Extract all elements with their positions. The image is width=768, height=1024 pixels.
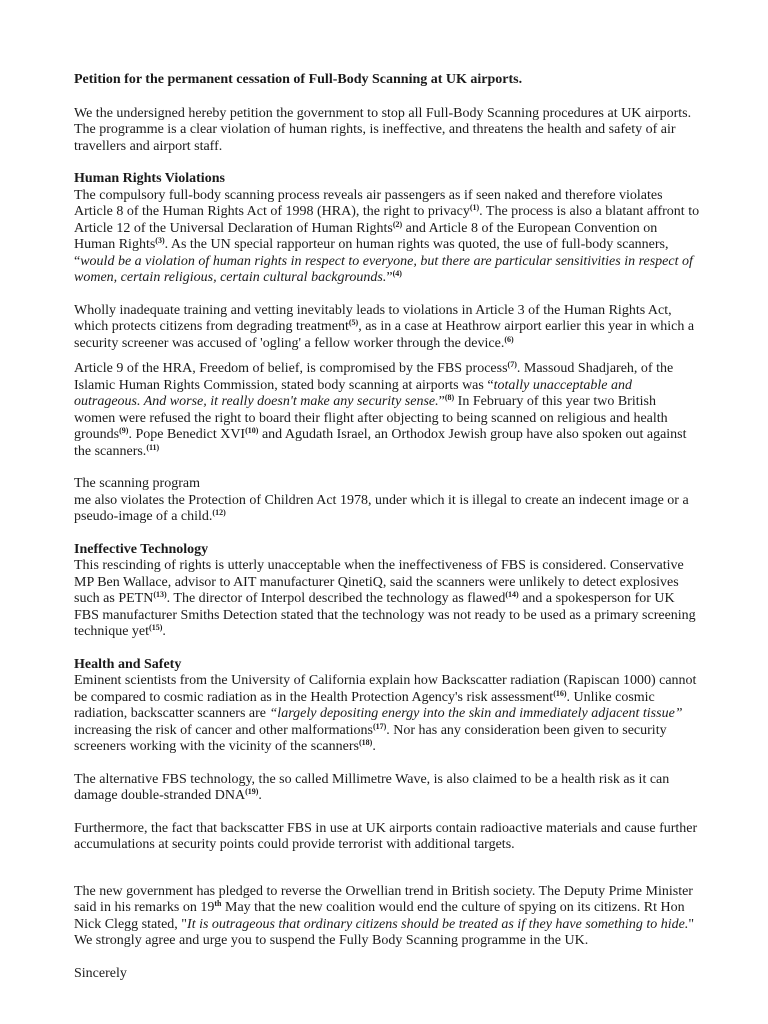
quote-shadjareh: totally unacceptable and outrageous. And worse, it really doesn't make any security sense. bbox=[74, 377, 632, 409]
text-run: . The director of Interpol described the technology as flawed bbox=[166, 591, 506, 606]
footnote-ref: (10) bbox=[245, 426, 259, 435]
text-run: . Unlike cosmic radiation, backscatter scanners are bbox=[74, 689, 655, 721]
text-run: and a spokesperson for UK FBS manufacturer Smiths Detection stated that the technology was not ready to be used as a primary screening technique yet bbox=[74, 591, 696, 639]
petition-document bbox=[74, 72, 700, 982]
text-run: . Pope Benedict XVI bbox=[128, 427, 246, 442]
text-run: increasing the risk of cancer and other malformations bbox=[74, 722, 373, 738]
document-title: Petition for the permanent cessation of Full-Body Scanning at UK airports. bbox=[74, 72, 523, 87]
health-safety-paragraph-2 bbox=[74, 772, 700, 805]
footnote-ref: (3) bbox=[155, 236, 165, 245]
text-run: In February of this year two British women were refused the right to board their flight after objecting to being scanned on religious and health grounds bbox=[74, 394, 668, 442]
text-run: . The process is also a blatant affront to Article 12 of the Universal Declaration of Human Rights bbox=[74, 204, 700, 236]
text-run: Eminent scientists from the University of California explain how Backscatter radiation (Rapiscan 1000) cannot be compared to cosmic radiation as in the Health Protection Agency's risk assessment bbox=[74, 673, 697, 705]
text-run: " We strongly agree and urge you to suspend the Fully Body Scanning programme in the UK. bbox=[74, 916, 695, 948]
footnote-ref: (12) bbox=[212, 508, 226, 517]
quote-clegg: It is outrageous that ordinary citizens should be treated as if they have something to hide. bbox=[187, 916, 689, 932]
human-rights-paragraph-1 bbox=[74, 188, 700, 287]
text-run: . bbox=[258, 788, 262, 803]
text-run: and Agudath Israel, an Orthodox Jewish group have also spoken out against the scanners. bbox=[74, 427, 687, 459]
footnote-ref: (7) bbox=[507, 360, 517, 369]
footnote-ref: (6) bbox=[504, 334, 514, 344]
ineffective-technology-paragraph bbox=[74, 558, 700, 641]
footnote-ref: (17) bbox=[372, 721, 387, 731]
text-run: ” bbox=[386, 270, 393, 285]
section-heading-health-safety: Health and Safety bbox=[74, 656, 182, 672]
text-run: ” bbox=[438, 394, 445, 409]
signoff: Sincerely bbox=[74, 965, 127, 981]
closing-paragraph bbox=[74, 884, 700, 950]
text-run: . Nor has any consideration been given to security screeners working with the vicinity of the scanners bbox=[74, 722, 667, 754]
footnote-ref: (9) bbox=[119, 426, 129, 435]
footnote-ref: (16) bbox=[553, 688, 567, 698]
text-run: The compulsory full-body scanning process reveals air passengers as if seen naked and therefore violates Article 8 of the Human Rights Act of 1998 (HRA), the right to privacy bbox=[74, 187, 663, 219]
footnote-ref: (1) bbox=[469, 203, 480, 212]
quote-un-rapporteur: would be a violation of human rights in respect to everyone, but there are particular sensitivities in respect of women, certain religious, certain cultural backgrounds. bbox=[74, 253, 693, 285]
section-heading-ineffective-technology: Ineffective Technology bbox=[74, 541, 209, 557]
footnote-ref: (15) bbox=[149, 623, 163, 632]
text-run: . As the UN special rapporteur on human rights was quoted, the use of full-body scanners, “ bbox=[74, 237, 669, 269]
section-heading-human-rights: Human Rights Violations bbox=[74, 171, 225, 186]
footnote-ref: (8) bbox=[444, 393, 455, 402]
quote-backscatter: “largely depositing energy into the skin and immediately adjacent tissue” bbox=[269, 706, 683, 721]
text-run: . bbox=[162, 624, 166, 639]
text-run: me also violates the Protection of Children Act 1978, under which it is illegal to create an indecent image or a pseudo-image of a child. bbox=[74, 492, 689, 524]
text-run: , as in a case at Heathrow airport earlier this year in which a security screener was accused of 'ogling' a fellow worker through the device. bbox=[74, 319, 695, 351]
text-run: . Massoud Shadjareh, of the Islamic Human Rights Commission, stated body scanning at airports was “ bbox=[74, 361, 674, 393]
footnote-ref: (18) bbox=[358, 738, 373, 747]
text-run: May that the new coalition would end the culture of spying on its citizens. Rt Hon Nick Clegg stated, " bbox=[74, 900, 685, 932]
intro-paragraph bbox=[74, 106, 700, 156]
footnote-ref: (2) bbox=[392, 219, 403, 229]
text-run: Wholly inadequate training and vetting inevitably leads to violations in Article 3 of the Human Rights Act, which protects citizens from degrading treatment bbox=[74, 302, 672, 334]
text-run: This rescinding of rights is utterly unacceptable when the ineffectiveness of FBS is considered. Conservative MP Ben Wallace, advisor to AIT manufacturer QinetiQ, said the scanners were unlikely to detect explosives such as PETN bbox=[74, 558, 684, 606]
human-rights-paragraph-3 bbox=[74, 361, 700, 460]
text-run: Article 9 of the HRA, Freedom of belief, is compromised by the FBS process bbox=[74, 361, 508, 376]
ordinal-suffix: th bbox=[214, 899, 222, 908]
health-safety-paragraph-1 bbox=[74, 673, 700, 756]
human-rights-paragraph-2 bbox=[74, 303, 700, 353]
text-run: The scanning program bbox=[74, 476, 200, 491]
text-run: The new government has pledged to reverse the Orwellian trend in British society. The Deputy Prime Minister said in his remarks on 19 bbox=[74, 883, 693, 915]
health-safety-paragraph-3: Furthermore, the fact that backscatter FBS in use at UK airports contain radioactive materials and cause further accumulations at security points could provide terrorist with additional targets. bbox=[74, 820, 698, 852]
text-run: and Article 8 of the European Convention on Human Rights bbox=[74, 220, 658, 252]
footnote-ref: (5) bbox=[348, 318, 359, 327]
footnote-ref: (13) bbox=[153, 590, 167, 599]
human-rights-paragraph-4 bbox=[74, 476, 700, 526]
text-run: The alternative FBS technology, the so called Millimetre Wave, is also claimed to be a health risk as it can damage double-stranded DNA bbox=[74, 771, 670, 803]
footnote-ref: (4) bbox=[392, 269, 402, 278]
text-run: . bbox=[372, 739, 376, 754]
intro-text: We the undersigned hereby petition the government to stop all Full-Body Scanning procedures at UK airports. The programme is a clear violation of human rights, is ineffective, and threatens the health and safety of air travellers and airport staff. bbox=[74, 105, 692, 154]
footnote-ref: (19) bbox=[245, 787, 259, 796]
footnote-ref: (14) bbox=[505, 590, 519, 599]
footnote-ref: (11) bbox=[146, 442, 160, 452]
